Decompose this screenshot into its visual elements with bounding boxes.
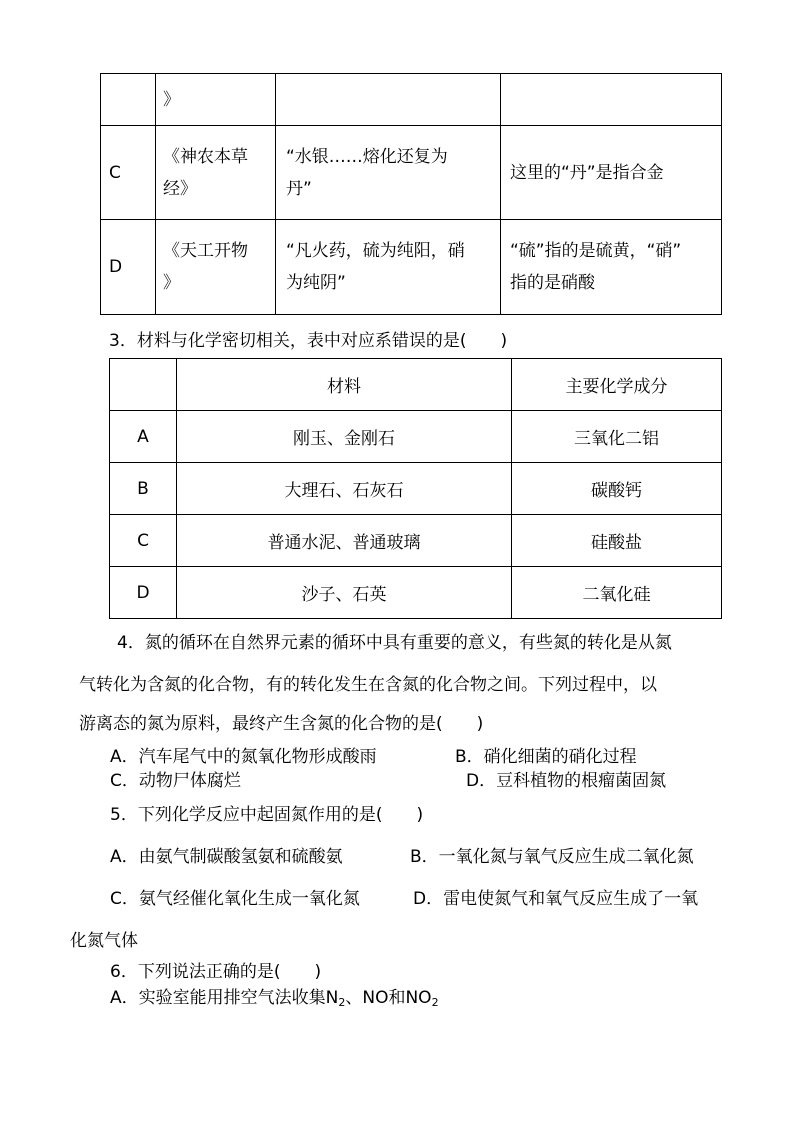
- table-cell: 刚玉、金刚石: [177, 411, 512, 463]
- table-cell: D: [110, 567, 177, 619]
- table-cell: 碳酸钙: [512, 463, 722, 515]
- table-row: [101, 220, 722, 315]
- subscript: 2: [338, 996, 346, 1009]
- question-5-option-d: D．雷电使氮气和氧气反应生成了一氧: [413, 889, 699, 909]
- table-cell: [101, 74, 156, 126]
- table-header-cell: 材料: [177, 359, 512, 411]
- table-cell: 硅酸盐: [512, 515, 722, 567]
- table-cell: 》: [156, 74, 276, 126]
- table-row: [110, 463, 722, 515]
- question-5-option-a: A．由氨气制碳酸氢氨和硫酸氨: [110, 847, 343, 867]
- table-cell: 二氧化硅: [512, 567, 722, 619]
- table-cell: 沙子、石英: [177, 567, 512, 619]
- table-header-cell: [110, 359, 177, 411]
- table-row: [110, 515, 722, 567]
- subscript: 2: [431, 996, 439, 1009]
- table-cell: C: [110, 515, 177, 567]
- question-3-stem: 3．材料与化学密切相关，表中对应系错误的是( ): [109, 331, 508, 351]
- materials-table: [109, 358, 722, 619]
- table-row: [101, 74, 722, 126]
- question-4-stem-line3: 游离态的氮为原料，最终产生含氮的化合物的是( ): [79, 714, 484, 734]
- question-4-stem-line2: 气转化为含氮的化合物，有的转化发生在含氮的化合物之间。下列过程中，以: [79, 675, 657, 695]
- question-6-option-a: [110, 983, 439, 1009]
- question-4-option-c: C．动物尸体腐烂: [110, 771, 241, 791]
- table-row: [110, 411, 722, 463]
- table-cell: [276, 74, 501, 126]
- table-cell: A: [110, 411, 177, 463]
- table-row: [101, 126, 722, 220]
- table-header-row: [110, 359, 722, 411]
- question-5-stem: 5．下列化学反应中起固氮作用的是( ): [110, 805, 424, 825]
- table-cell: 这里的“丹”是指合金: [501, 126, 722, 220]
- option-text: 、NO和NO: [345, 988, 432, 1008]
- table-cell: [501, 74, 722, 126]
- option-text: A．实验室能用排空气法收集N: [110, 988, 339, 1008]
- question-6-stem: 6．下列说法正确的是( ): [110, 962, 322, 982]
- question-4-option-b: B．硝化细菌的硝化过程: [455, 747, 637, 767]
- question-4-option-d: D．豆科植物的根瘤菌固氮: [466, 771, 667, 791]
- table-cell: 《天工开物 》: [156, 220, 276, 315]
- table-cell: B: [110, 463, 177, 515]
- table-cell: “硫”指的是硫黄，“硝” 指的是硝酸: [501, 220, 722, 315]
- table-cell: C: [101, 126, 156, 220]
- table-cell: “凡火药，硫为纯阳，硝 为纯阴”: [276, 220, 501, 315]
- table-cell: 三氧化二铝: [512, 411, 722, 463]
- table-cell: “水银……熔化还复为 丹”: [276, 126, 501, 220]
- table-cell: 大理石、石灰石: [177, 463, 512, 515]
- table-cell: 《神农本草 经》: [156, 126, 276, 220]
- source-table: [100, 73, 722, 315]
- question-5-option-d-continued: 化氮气体: [70, 931, 138, 951]
- question-5-option-c: C．氨气经催化氧化生成一氧化氮: [110, 889, 360, 909]
- question-4-stem-line1: 4．氮的循环在自然界元素的循环中具有重要的意义，有些氮的转化是从氮: [117, 633, 672, 653]
- table-cell: 普通水泥、普通玻璃: [177, 515, 512, 567]
- question-4-option-a: A．汽车尾气中的氮氧化物形成酸雨: [110, 747, 377, 767]
- table-row: [110, 567, 722, 619]
- question-5-option-b: B．一氧化氮与氧气反应生成二氧化氮: [410, 847, 694, 867]
- table-header-cell: 主要化学成分: [512, 359, 722, 411]
- table-cell: D: [101, 220, 156, 315]
